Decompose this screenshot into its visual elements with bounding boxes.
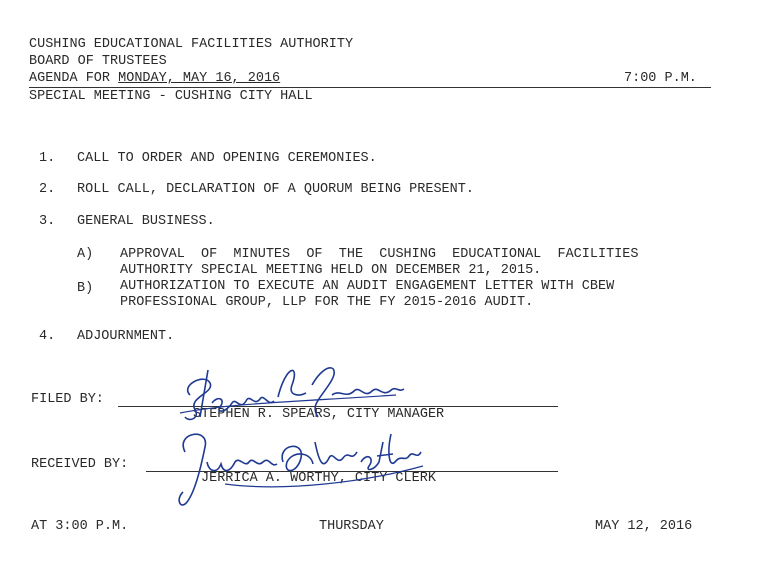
filed-by-label: FILED BY: [31, 392, 104, 407]
agenda-item-text: CALL TO ORDER AND OPENING CEREMONIES. [77, 151, 377, 166]
agenda-item-number: 3. [39, 214, 56, 229]
received-by-label: RECEIVED BY: [31, 457, 129, 472]
received-signature [165, 422, 435, 512]
agenda-item-number: 2. [39, 182, 56, 197]
meeting-location: SPECIAL MEETING - CUSHING CITY HALL [29, 89, 313, 104]
subitem-text: AUTHORIZATION TO EXECUTE AN AUDIT ENGAGEMENT LETTER WITH CBEW [120, 279, 615, 294]
footer-date: MAY 12, 2016 [595, 519, 693, 534]
meeting-time: 7:00 P.M. [624, 71, 697, 86]
subitem-text: APPROVAL OF MINUTES OF THE CUSHING EDUCATIONAL FACILITIES [120, 247, 639, 262]
subitem-letter: B) [77, 281, 94, 296]
org-name: CUSHING EDUCATIONAL FACILITIES AUTHORITY [29, 37, 354, 52]
subitem-text: PROFESSIONAL GROUP, LLP FOR THE FY 2015-2016 AUDIT. [120, 295, 534, 310]
board-title: BOARD OF TRUSTEES [29, 54, 167, 69]
agenda-item-number: 4. [39, 329, 56, 344]
header-divider [29, 87, 711, 88]
agenda-date: MONDAY, MAY 16, 2016 [118, 71, 281, 86]
subitem-text: AUTHORITY SPECIAL MEETING HELD ON DECEMBER 21, 2015. [120, 263, 542, 278]
agenda-prefix: AGENDA FOR [29, 71, 119, 86]
agenda-item-text: ROLL CALL, DECLARATION OF A QUORUM BEING PRESENT. [77, 182, 474, 197]
agenda-line [29, 71, 280, 86]
received-by-name: JERRICA A. WORTHY, CITY CLERK [201, 471, 436, 486]
filed-by-name: STEPHEN R. SPEARS, CITY MANAGER [193, 407, 445, 422]
subitem-letter: A) [77, 247, 94, 262]
agenda-item-text: ADJOURNMENT. [77, 329, 175, 344]
footer-time: AT 3:00 P.M. [31, 519, 129, 534]
footer-day: THURSDAY [319, 519, 384, 534]
agenda-item-number: 1. [39, 151, 56, 166]
agenda-item-text: GENERAL BUSINESS. [77, 214, 215, 229]
